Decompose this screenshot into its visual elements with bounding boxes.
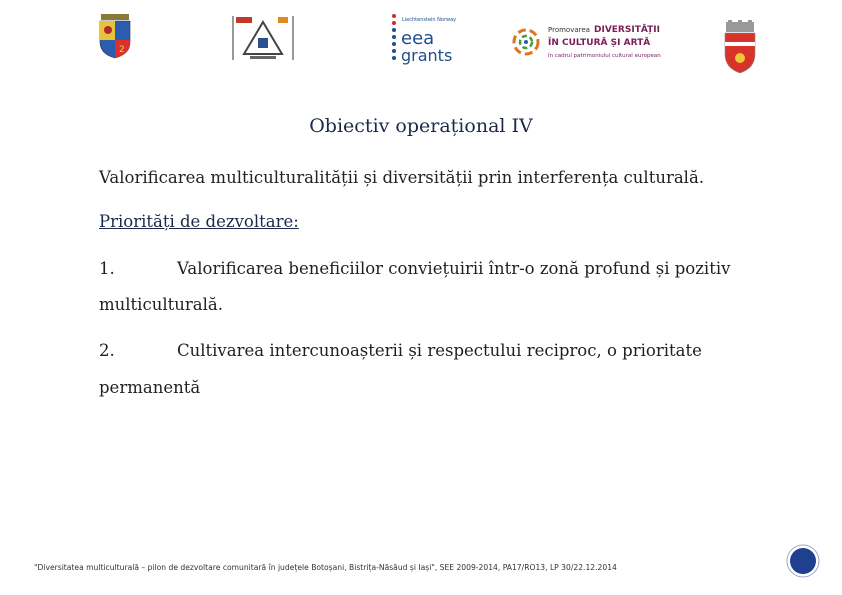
county-coat-of-arms-logo <box>95 14 135 60</box>
grants-word: grants <box>401 46 453 65</box>
eea-small-text: Liechtenstein Norway <box>402 17 457 23</box>
eea-grants-logo <box>388 8 472 66</box>
item-text-line2: permanentă <box>99 378 201 397</box>
page-badge-icon <box>786 544 820 578</box>
svg-text:2: 2 <box>119 45 125 55</box>
eea-word: eea <box>401 28 435 49</box>
page-title: Obiectiv operațional IV <box>309 115 533 137</box>
item-text-line2: multiculturală. <box>99 295 223 314</box>
promovarea-diversitatii-logo <box>510 20 685 66</box>
item-number: 1. <box>99 259 115 278</box>
promo-line3: în cadrul patrimoniului cultural european <box>548 53 661 59</box>
city-coat-of-arms-logo <box>722 20 758 74</box>
promo-big-text: DIVERSITĂȚII <box>594 25 660 35</box>
priorities-subheading: Priorități de dezvoltare: <box>99 212 299 231</box>
item-text-line1: Valorificarea beneficiilor conviețuirii într-o zonă profund și pozitiv <box>177 259 731 278</box>
promo-small-text: Promovarea <box>548 26 590 34</box>
association-logo <box>230 14 296 62</box>
item-text-line1: Cultivarea intercunoașterii și respectului reciproc, o prioritate <box>177 341 702 360</box>
intro-paragraph: Valorificarea multiculturalității și diversității prin interferența culturală. <box>99 168 705 187</box>
footer-project-reference: "Diversitatea multiculturală – pilon de dezvoltare comunitară în județele Botoșani, Bistrița-Năsăud și Iași", SEE 2009-2014, PA17/RO13, LP 30/22.12.2014 <box>34 563 617 572</box>
item-number: 2. <box>99 341 115 360</box>
promo-line2: ÎN CULTURĂ ȘI ARTĂ <box>548 38 651 48</box>
